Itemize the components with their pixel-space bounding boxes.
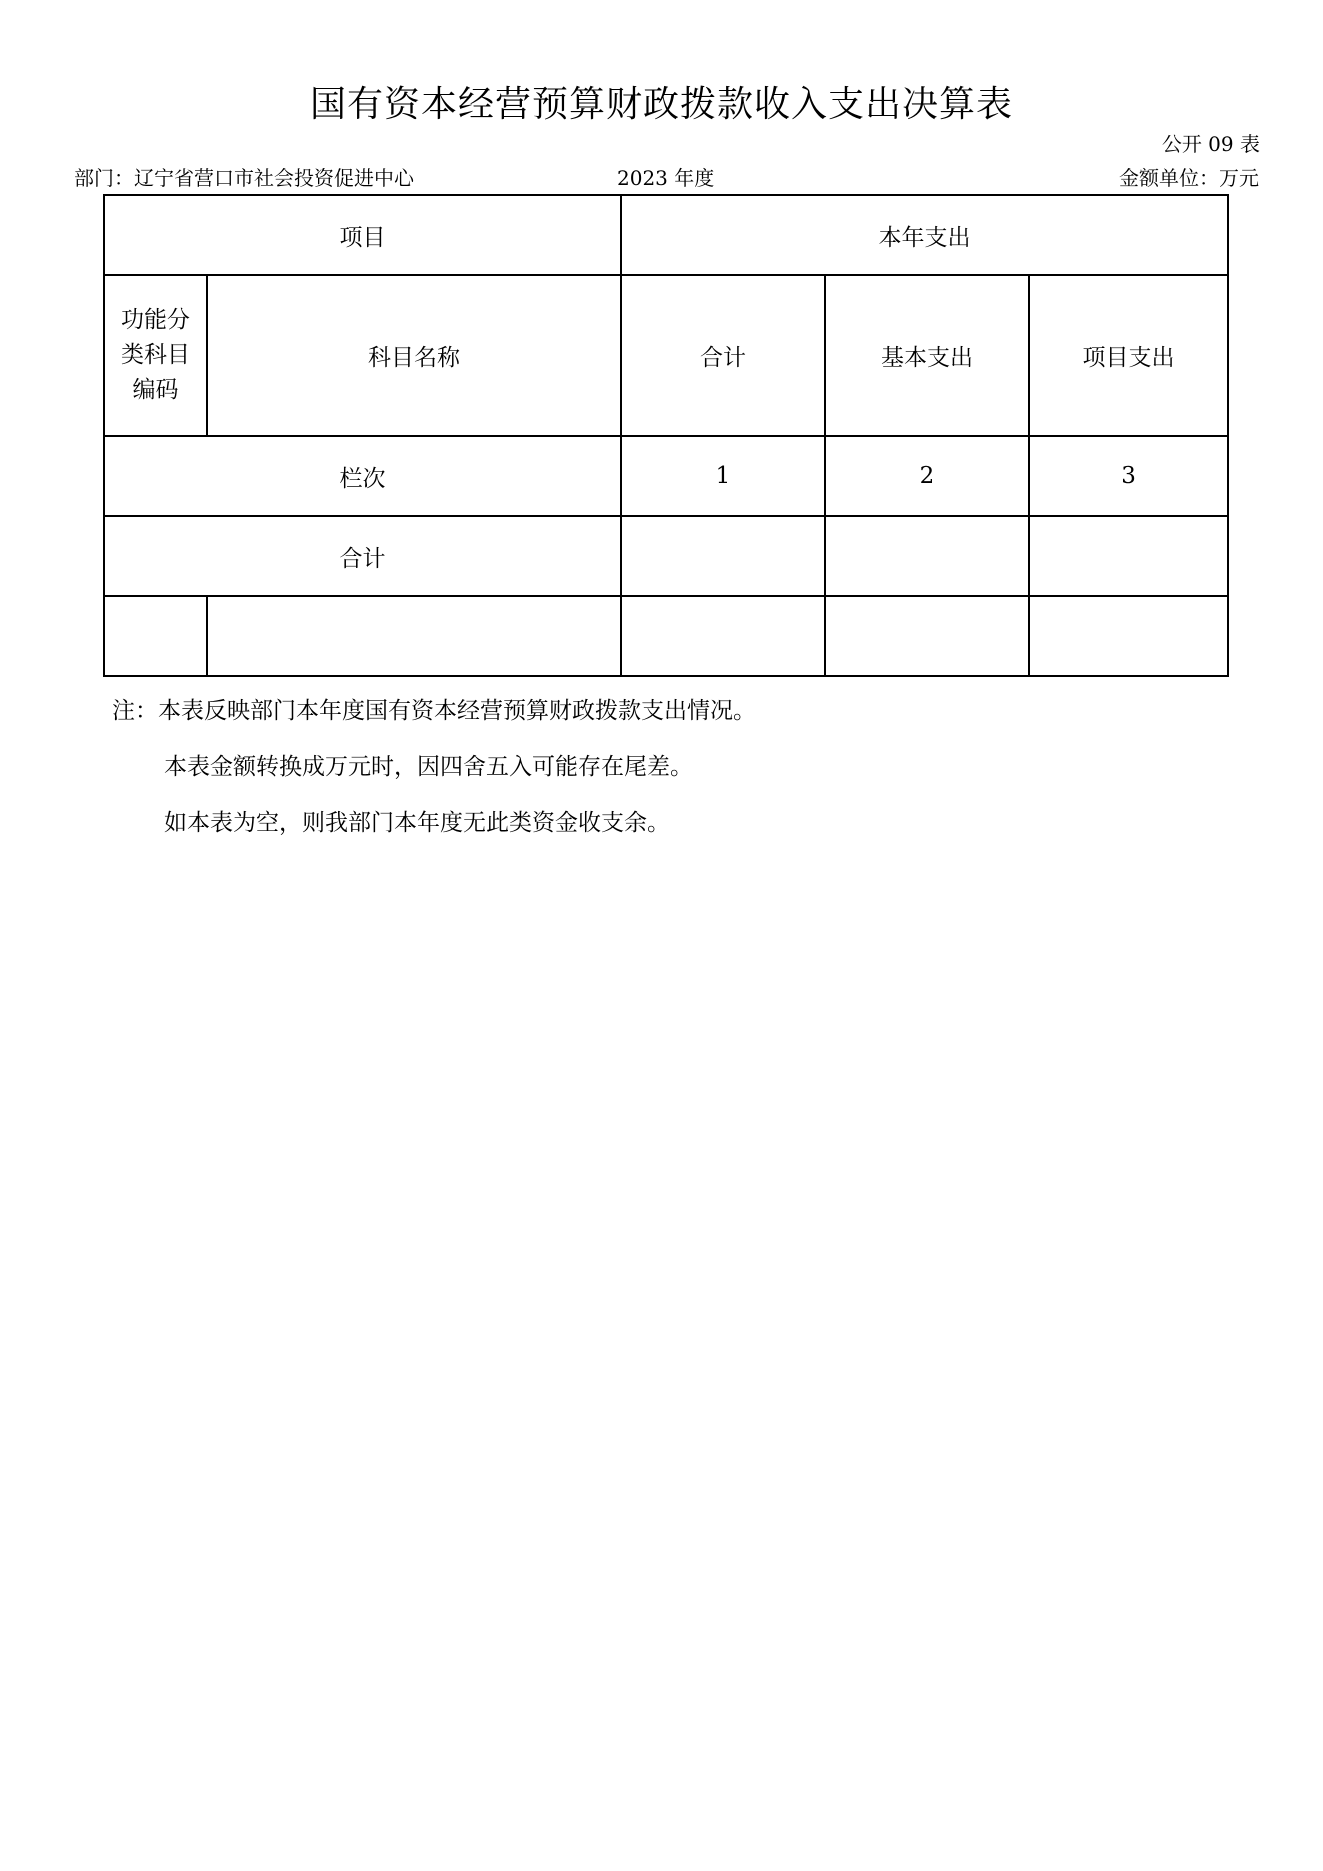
header-current-year-expense-cell: 本年支出: [621, 195, 1228, 275]
budget-expenditure-table: [103, 194, 1229, 677]
column-index-2-cell: 2: [825, 436, 1029, 516]
project-expense-header-cell: 项目支出: [1029, 275, 1228, 436]
column-index-1-cell: 1: [621, 436, 825, 516]
function-code-header-cell: [104, 275, 207, 436]
function-code-header-line: 类科目: [121, 342, 190, 368]
basic-expense-header-cell: 基本支出: [825, 275, 1029, 436]
meta-row: [74, 162, 1259, 190]
note-line: 本表金额转换成万元时，因四舍五入可能存在尾差。: [164, 754, 693, 780]
table-notes: [112, 696, 756, 864]
total-label-cell: 合计: [104, 516, 621, 596]
total-project-expense-cell: [1029, 516, 1228, 596]
function-code-header-line: 功能分: [121, 307, 190, 333]
note-line: 如本表为空，则我部门本年度无此类资金收支余。: [164, 810, 670, 836]
total-row: [104, 516, 1228, 596]
function-code-header-line: 编码: [132, 377, 179, 403]
table-subheader-row: [104, 275, 1228, 436]
empty-total-cell: [621, 596, 825, 676]
column-index-row: [104, 436, 1228, 516]
amount-unit-label: 金额单位：万元: [1119, 166, 1259, 190]
empty-data-row: [104, 596, 1228, 676]
subject-name-header-cell: 科目名称: [207, 275, 621, 436]
total-basic-expense-cell: [825, 516, 1029, 596]
total-amount-cell: [621, 516, 825, 596]
note-line: 注：本表反映部门本年度国有资本经营预算财政拨款支出情况。: [112, 698, 756, 724]
header-item-cell: 项目: [104, 195, 621, 275]
empty-code-cell: [104, 596, 207, 676]
department-label: 部门：辽宁省营口市社会投资促进中心: [74, 166, 414, 190]
fiscal-year-label: 2023 年度: [617, 166, 715, 190]
empty-basic-cell: [825, 596, 1029, 676]
total-header-cell: 合计: [621, 275, 825, 436]
page-title: 国有资本经营预算财政拨款收入支出决算表: [309, 84, 1013, 125]
empty-project-cell: [1029, 596, 1228, 676]
table-header-row: [104, 195, 1228, 275]
form-code: 公开 09 表: [1161, 132, 1260, 156]
column-index-3-cell: 3: [1029, 436, 1228, 516]
column-index-label-cell: 栏次: [104, 436, 621, 516]
empty-name-cell: [207, 596, 621, 676]
